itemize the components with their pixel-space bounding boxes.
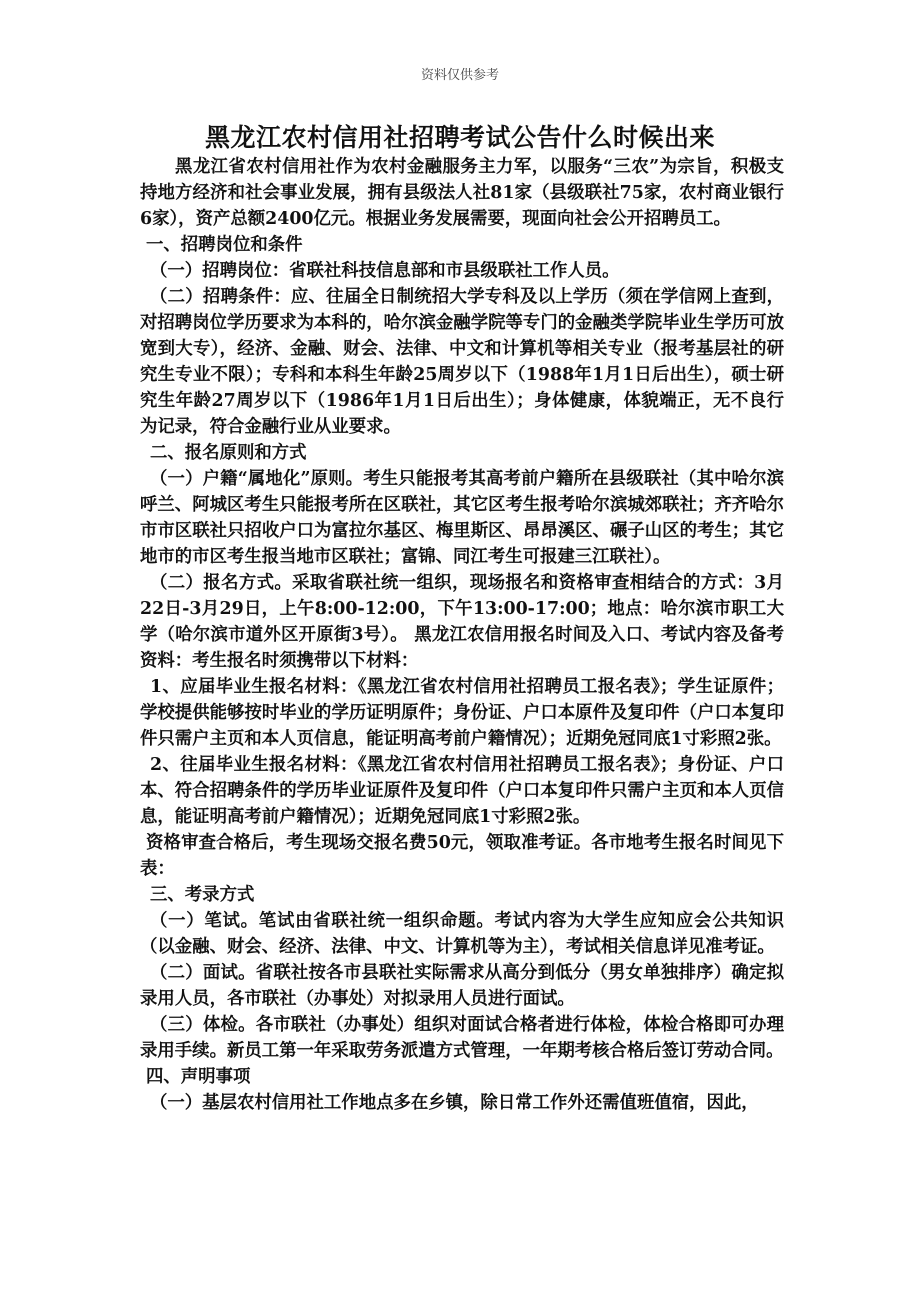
paragraph-interview: （二）面试。省联社按各市县联社实际需求从高分到低分（男女单独排序）确定拟录用人员，各市联社（办事处）对拟录用人员进行面试。 [140,963,784,1009]
paragraph-statement-1: （一）基层农村信用社工作地点多在乡镇，除日常工作外还需值班值宿，因此， [150,1093,759,1113]
paragraph-previous-graduate-materials: 2、往届毕业生报名材料：《黑龙江省农村信用社招聘员工报名表》；身份证、户口本、符合招聘条件的学历毕业证原件及复印件（户口本复印件只需户主页和本人页信息，能证明高考前户籍情况）；近期免冠同底1寸彩照2张。 [140,755,784,827]
paragraph-medical-exam: （三）体检。各市联社（办事处）组织对面试合格者进行体检，体检合格即可办理录用手续。新员工第一年采取劳务派遣方式管理，一年期考核合格后签订劳动合同。 [140,1015,784,1061]
paragraph-registration-method: （二）报名方式。采取省联社统一组织，现场报名和资格审查相结合的方式：3月22日-3月29日，上午8:00-12:00，下午13:00-17:00；地点：哈尔滨市职工大学（哈尔滨市道外区开原街3号）。 黑龙江农信用报名时间及入口、考试内容及备考资料：考生报名时须携带以下材料： [140,573,784,671]
page-header-note: 资料仅供参考 [420,68,499,83]
paragraph-household-principle: （一）户籍“属地化”原则。考生只能报考其高考前户籍所在县级联社（其中哈尔滨呼兰、阿城区考生只能报考所在区联社，其它区考生报考哈尔滨城郊联社；齐齐哈尔市市区联社只招收户口为富拉尔基区、梅里斯区、昂昂溪区、碾子山区的考生；其它地市的市区考生报当地市区联社；富锦、同江考生可报建三江联社）。 [140,469,784,567]
paragraph-conditions: （二）招聘条件：应、往届全日制统招大学专科及以上学历（须在学信网上查到，对招聘岗位学历要求为本科的，哈尔滨金融学院等专门的金融类学院毕业生学历可放宽到大专），经济、金融、财会、法律、中文和计算机等相关专业（报考基层社的研究生专业不限）；专科和本科生年龄25周岁以下（1988年1月1日后出生），硕士研究生年龄27周岁以下（1986年1月1日后出生）；身体健康，体貌端正，无不良行为记录，符合金融行业从业要求。 [140,287,784,437]
paragraph-written-exam: （一）笔试。笔试由省联社统一组织命题。考试内容为大学生应知应会公共知识（以金融、财会、经济、法律、中文、计算机等为主），考试相关信息详见准考证。 [140,911,784,957]
section-heading-3: 三、考录方式 [150,885,255,905]
section-heading-1: 一、招聘岗位和条件 [146,235,303,255]
section-heading-2: 二、报名原则和方式 [150,443,307,463]
paragraph-fresh-graduate-materials: 1、应届毕业生报名材料：《黑龙江省农村信用社招聘员工报名表》；学生证原件；学校提供能够按时毕业的学历证明原件；身份证、户口本原件及复印件（户口本复印件只需户主页和本人页信息，能证明高考前户籍情况）；近期免冠同底1寸彩照2张。 [140,677,784,749]
paragraph-qualification-review: 资格审查合格后，考生现场交报名费50元，领取准考证。各市地考生报名时间见下表： [140,833,784,879]
section-heading-4: 四、声明事项 [146,1067,251,1087]
paragraph-positions: （一）招聘岗位：省联社科技信息部和市县级联社工作人员。 [150,261,620,281]
intro-paragraph: 黑龙江省农村信用社作为农村金融服务主力军，以服务“三农”为宗旨，积极支持地方经济和社会事业发展，拥有县级法人社81家（县级联社75家，农村商业银行6家），资产总额2400亿元。根据业务发展需要，现面向社会公开招聘员工。 [140,157,784,229]
document-body [140,154,784,1116]
document-title: 黑龙江农村信用社招聘考试公告什么时候出来 [204,123,715,152]
